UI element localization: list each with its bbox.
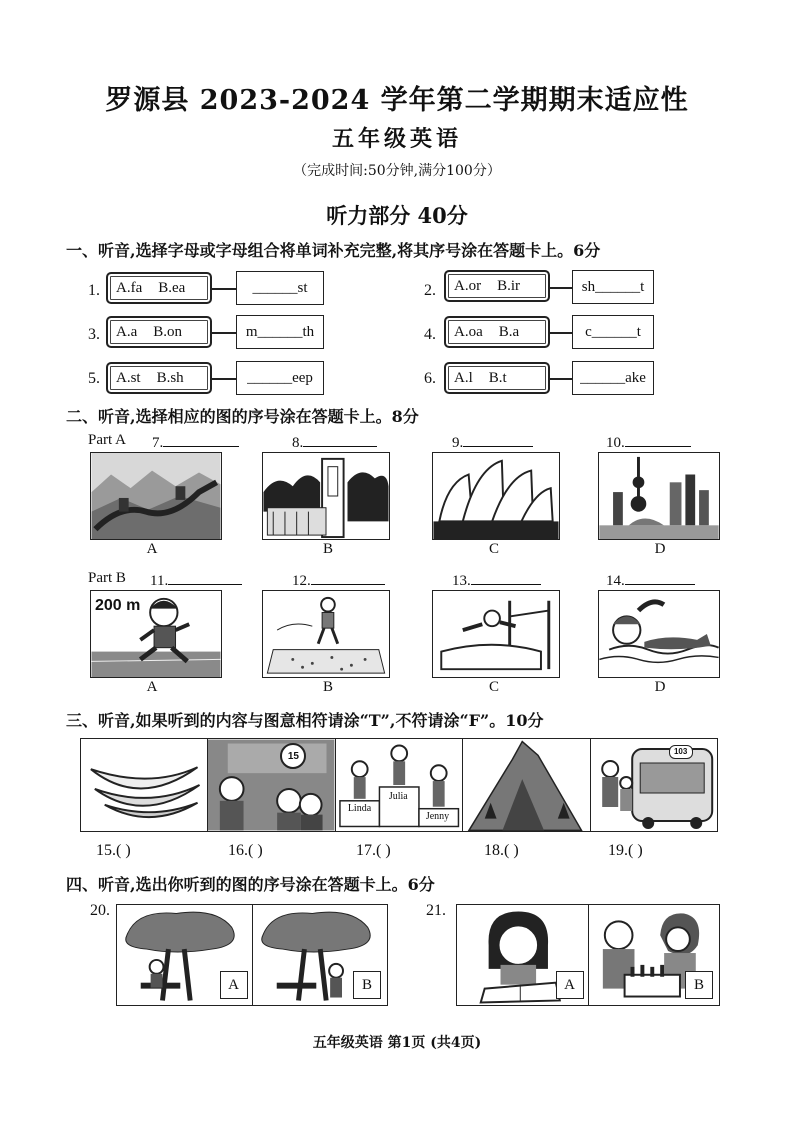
monument-icon: [263, 453, 389, 539]
mountain-icon: [463, 739, 589, 831]
q2-option-a: A.or: [454, 277, 482, 294]
q18-tf: 18.( ): [484, 842, 519, 859]
q12-blank: [292, 570, 385, 590]
running-picture: [90, 590, 222, 678]
q2-number: 2.: [424, 282, 436, 299]
q10-number: 10.: [606, 435, 625, 451]
q5-options: [106, 362, 212, 394]
q2-options: [444, 270, 550, 302]
q9-blank: [452, 432, 533, 452]
great-wall-icon: [91, 453, 221, 539]
row-a-label-a: A: [146, 541, 158, 557]
row-a-label-d: D: [654, 541, 666, 557]
row-a-label-c: C: [488, 541, 499, 557]
shanghai-skyline-picture: [598, 452, 720, 540]
q6-options: [444, 362, 550, 394]
q17-tf: 17.( ): [356, 842, 391, 859]
opera-house-picture: [432, 452, 560, 540]
exam-subtitle: 五年级英语: [331, 126, 462, 152]
time-note: （完成时间:50分钟,满分100分）: [293, 163, 501, 179]
row-a-label-b: B: [322, 541, 333, 557]
part-b-label: Part B: [88, 570, 126, 586]
q8-blank: [292, 432, 377, 452]
q6-word: ______ake: [572, 361, 654, 395]
q20-number: 20.: [90, 902, 110, 919]
part-title: 听力部分 40分: [326, 203, 468, 228]
q3-option-b: B.on: [153, 323, 183, 340]
q4-option-a: A.oa: [454, 323, 483, 340]
q1-options: [106, 272, 212, 304]
q20-pictures: [116, 904, 388, 1006]
clock-kids-picture: [208, 739, 335, 831]
q20-picture-b: [253, 905, 388, 1005]
q5-number: 5.: [88, 370, 100, 387]
q1-option-b: B.ea: [158, 279, 186, 296]
q11-blank: [150, 570, 242, 590]
q3-number: 3.: [88, 326, 100, 343]
q7-number: 7.: [152, 435, 164, 451]
bus-number-badge: 103: [669, 745, 693, 759]
tf-picture-strip: [80, 738, 718, 832]
q21-pictures: [456, 904, 720, 1006]
q10-blank: [606, 432, 691, 452]
q2-option-b: B.ir: [497, 277, 520, 294]
q3-option-a: A.a: [116, 323, 138, 340]
q6-option-b: B.t: [488, 369, 507, 386]
bus-icon: [591, 739, 717, 831]
mountain-picture: [463, 739, 590, 831]
q1-connector: [212, 288, 236, 290]
row-b-label-a: A: [146, 679, 158, 695]
row-b-label-b: B: [322, 679, 333, 695]
q5-option-b: B.sh: [156, 369, 184, 386]
q3-word: m______th: [236, 315, 324, 349]
podium-name-linda: Linda: [347, 803, 372, 814]
long-jump-picture: [262, 590, 390, 678]
q1-number: 1.: [88, 282, 100, 299]
q5-word: ______eep: [236, 361, 324, 395]
clock-badge: 15: [280, 743, 306, 769]
q21-box-b: B: [685, 971, 713, 999]
q4-connector: [550, 332, 572, 334]
podium-picture: [336, 739, 463, 831]
q21-number: 21.: [426, 902, 446, 919]
podium-name-julia: Julia: [388, 791, 408, 802]
q4-option-b: B.a: [498, 323, 520, 340]
banana-icon: [81, 739, 207, 831]
q4-number: 4.: [424, 326, 436, 343]
high-jump-picture: [432, 590, 560, 678]
swimming-picture: [598, 590, 720, 678]
q2-word: sh______t: [572, 270, 654, 304]
q8-number: 8.: [292, 435, 304, 451]
q1-word: ______st: [236, 271, 324, 305]
podium-name-jenny: Jenny: [425, 811, 450, 822]
q15-tf: 15.( ): [96, 842, 131, 859]
q6-number: 6.: [424, 370, 436, 387]
section2-heading: 二、听音,选择相应的图的序号涂在答题卡上。8分: [66, 407, 419, 426]
section4-heading: 四、听音,选出你听到的图的序号涂在答题卡上。6分: [66, 875, 435, 894]
q5-connector: [212, 378, 236, 380]
exam-title: 罗源县 2023-2024 学年第二学期期末适应性: [105, 85, 689, 116]
kids-clock-icon: [208, 739, 334, 831]
q14-blank: [606, 570, 695, 590]
q1-option-a: A.fa: [116, 279, 143, 296]
tiananmen-picture: [262, 452, 390, 540]
q13-blank: [452, 570, 541, 590]
q2-connector: [550, 287, 572, 289]
q12-number: 12.: [292, 573, 311, 589]
page-footer: 五年级英语 第1页 (共4页): [312, 1035, 482, 1051]
opera-house-icon: [433, 453, 559, 539]
q16-tf: 16.( ): [228, 842, 263, 859]
q21-box-a: A: [556, 971, 584, 999]
distance-label: 200 m: [95, 597, 141, 614]
q9-number: 9.: [452, 435, 464, 451]
q3-connector: [212, 332, 236, 334]
q11-number: 11.: [150, 573, 169, 589]
long-jump-icon: [263, 591, 389, 677]
q6-option-a: A.l: [454, 369, 473, 386]
q20-picture-a: [117, 905, 253, 1005]
q21-picture-a: [457, 905, 589, 1005]
bananas-picture: [81, 739, 208, 831]
skyline-icon: [599, 453, 719, 539]
q13-number: 13.: [452, 573, 471, 589]
part-a-label: Part A: [88, 432, 126, 448]
q7-blank: [152, 432, 239, 452]
great-wall-picture: [90, 452, 222, 540]
q19-tf: 19.( ): [608, 842, 643, 859]
section1-heading: 一、听音,选择字母或字母组合将单词补充完整,将其序号涂在答题卡上。6分: [66, 241, 601, 260]
q20-box-a: A: [220, 971, 248, 999]
high-jump-icon: [433, 591, 559, 677]
q3-options: [106, 316, 212, 348]
swimmer-icon: [599, 591, 719, 677]
q21-picture-b: [589, 905, 720, 1005]
q14-number: 14.: [606, 573, 625, 589]
q4-word: c______t: [572, 315, 654, 349]
q4-options: [444, 316, 550, 348]
q5-option-a: A.st: [116, 369, 141, 386]
q20-box-b: B: [353, 971, 381, 999]
row-b-label-d: D: [654, 679, 666, 695]
section3-heading: 三、听音,如果听到的内容与图意相符请涂“T”,不符请涂“F”。10分: [66, 711, 544, 730]
bus-picture: [591, 739, 717, 831]
q6-connector: [550, 378, 572, 380]
row-b-label-c: C: [488, 679, 499, 695]
